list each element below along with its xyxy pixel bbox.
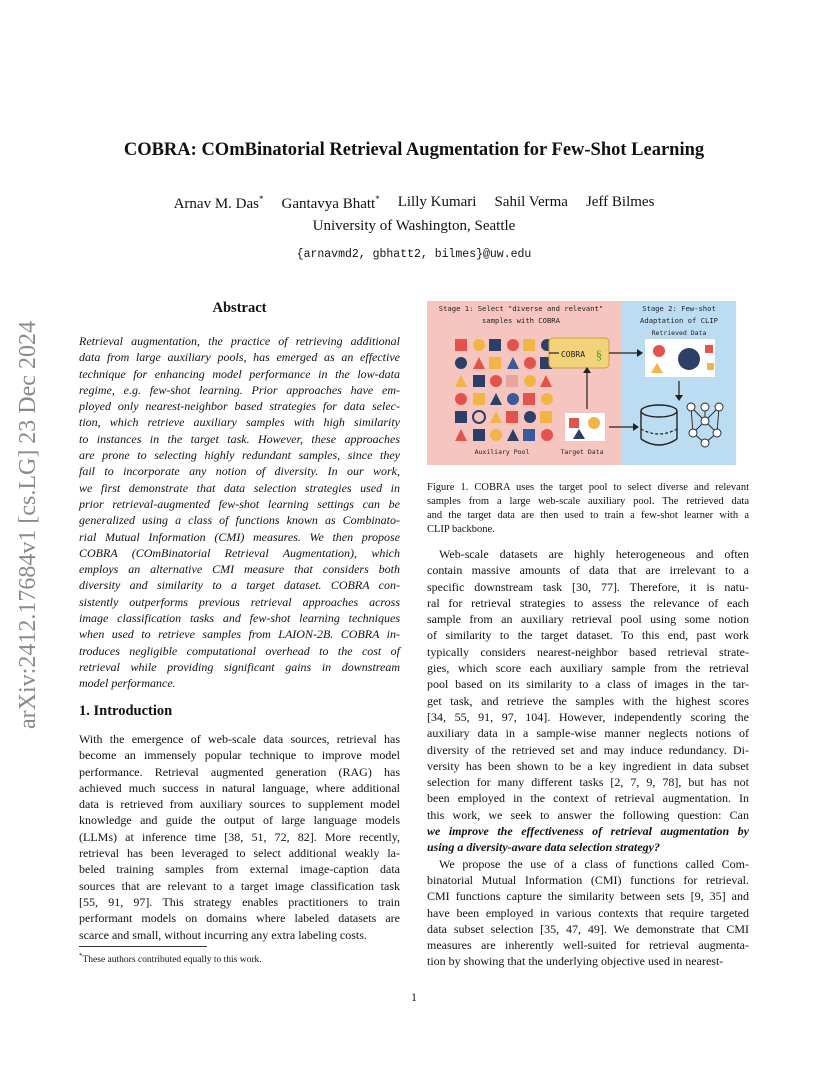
- body-line: [34, 55, 91, 97, 104]. However, independently scoring the: [427, 709, 749, 724]
- abstract-line: technique for enhancing model performance in the low-data: [79, 366, 400, 381]
- intro-line: become an immensely popular technique to improve model: [79, 748, 400, 763]
- page-number: 1: [411, 990, 417, 1004]
- author-name: Arnav M. Das*: [173, 194, 264, 212]
- intro-line: beled training samples from external image-caption data: [79, 862, 400, 877]
- intro-line: data is retrieved from auxiliary sources to supplement model: [79, 797, 400, 812]
- affiliation: University of Washington, Seattle: [312, 218, 516, 234]
- intro-line: performance. Retrieval augmented generation (RAG) has: [79, 764, 400, 779]
- abstract-line: model performance.: [79, 676, 176, 691]
- intro-line: With the emergence of web-scale data sources, retrieval has: [79, 732, 400, 746]
- abstract-line: when used to retrieve samples from LAION-2B. COBRA in-: [79, 627, 400, 642]
- abstract-heading: Abstract: [212, 300, 267, 316]
- author-list: [0, 194, 828, 213]
- abstract-line: prior retrieval-augmented few-shot learning settings can be: [79, 496, 400, 511]
- body-line: selection for many different tasks [2, 7, 9, 78], but has not: [427, 775, 749, 790]
- intro-line: knowledge and guide the output of large language models: [79, 813, 400, 828]
- abstract-line: diversity and similarity to a target dataset. COBRA con-: [79, 578, 400, 593]
- body-line: binatorial Mutual Information (CMI) functions for retrieval.: [427, 872, 749, 887]
- intro-line: retrieval has been leveraged to select additional weakly la-: [79, 846, 400, 861]
- body-line: of similarity to the target dataset. To this end, past work: [427, 628, 749, 643]
- equal-contribution-mark: *: [375, 194, 380, 204]
- abstract-line: employs an alternative CMI measure that considers both: [79, 562, 400, 577]
- equal-contribution-mark: *: [258, 194, 264, 204]
- paper-title: COBRA: COmBinatorial Retrieval Augmentation for Few-Shot Learning: [123, 140, 705, 160]
- body-line: gies, which score each auxiliary sample from the retrieval: [427, 661, 749, 676]
- body-line: specific downstream task [30, 77]. Therefore, it is natu-: [427, 579, 749, 594]
- author-name: Jeff Bilmes: [585, 194, 655, 210]
- target-data-label: Target Data: [560, 448, 604, 456]
- body-line: we improve the effectiveness of retrieval augmentation by: [427, 824, 749, 839]
- footnote: *These authors contributed equally to this work.: [79, 952, 262, 966]
- body-line: pool based on its similarity to a class of images in the tar-: [427, 677, 749, 692]
- abstract-line: rial Mutual Information (CMI) measures. We then propose: [79, 529, 400, 544]
- body-line: been employed in the context of retrieval augmentation. In: [427, 791, 749, 806]
- body-line: tion by showing that the underlying objective used in nearest-: [427, 954, 724, 969]
- abstract-line: regime, e.g. few-shot learning. Prior approaches have em-: [79, 382, 400, 397]
- intro-line: sources that are relevant to a target image classification task: [79, 878, 400, 893]
- intro-line: performant models on domains where labeled datasets are: [79, 911, 400, 926]
- body-line: typically considers nearest-neighbor based retrieval strate-: [427, 644, 749, 659]
- cobra-label: COBRA: [560, 350, 586, 359]
- retrieved-data-label: Retrieved Data: [651, 329, 707, 337]
- body-line: We propose the use of a class of functions called Com-: [439, 856, 749, 871]
- footnote-rule: [79, 946, 207, 947]
- body-line: get task, and retrieve the samples with the highest scores: [427, 693, 749, 708]
- abstract-line: we first demonstrate that data selection strategies used in: [79, 480, 400, 495]
- body-line: sample from an auxiliary retrieval pool using some notion: [427, 612, 749, 627]
- snake-icon: §: [595, 347, 603, 362]
- body-line: have been employed in various contexts that require targeted: [427, 905, 749, 920]
- stage2-subtitle: Adaptation of CLIP: [640, 316, 718, 325]
- right-column-text: [427, 546, 749, 970]
- abstract-line: retrieval while providing significant gains in downstream: [79, 659, 400, 674]
- abstract-line: Retrieval augmentation, the practice of retrieving additional: [79, 334, 400, 348]
- body-line: CMI functions capture the similarity between sets [9, 35] and: [427, 889, 749, 904]
- body-line: Web-scale datasets are highly heterogeneous and often: [439, 547, 749, 561]
- body-line: this work, we seek to answer the following question: Can: [427, 807, 749, 822]
- author-name: Lilly Kumari: [397, 194, 477, 210]
- intro-line: achieved much success in natural language, where additional: [79, 780, 400, 795]
- auxiliary-pool-label: Auxiliary Pool: [474, 448, 530, 456]
- body-line: auxiliary data in a sample-wise manner neglects notions of: [427, 726, 749, 741]
- abstract-line: image classification tasks and few-shot learning techniques: [79, 611, 400, 626]
- author-name: Gantavya Bhatt*: [281, 194, 380, 212]
- abstract-line: are prone to selecting highly redundant samples, since they: [79, 448, 400, 463]
- abstract-line: data from large auxiliary pools, has emerged as an effective: [79, 350, 400, 365]
- abstract-line: sistently outperforms previous retrieval approaches across: [79, 594, 400, 609]
- stage1-title: Stage 1: Select "diverse and relevant": [438, 304, 604, 313]
- body-line: versity has been shown to be a key ingredient in data subset: [427, 758, 749, 773]
- intro-line: (LLMs) at inference time [38, 51, 72, 82]. More recently,: [79, 829, 400, 844]
- body-line: data subset selection [35, 47, 49]. We demonstrate that CMI: [427, 921, 749, 936]
- caption-line: Figure 1. COBRA uses the target pool to select diverse and relevant: [427, 482, 749, 493]
- intro-line: [55, 91, 97]. This strategy enables practitioners to train: [79, 894, 400, 909]
- caption-line: CLIP backbone.: [427, 524, 495, 535]
- abstract-line: generalized using a class of functions known as Combinato-: [79, 513, 400, 528]
- abstract-line: tion, which retrieve auxiliary samples with high similarity: [79, 415, 400, 430]
- abstract-line: COBRA (COmBinatorial Retrieval Augmentation), which: [79, 545, 400, 560]
- abstract-line: to instances in the target task. However, these approaches: [79, 431, 400, 446]
- body-line: contain massive amounts of data that are irrelevant to a: [427, 563, 749, 578]
- body-line: diversity of the retrieved set and may induce redundancy. Di-: [427, 742, 749, 757]
- abstract-line: ployed only nearest-neighbor based strategies for data selec-: [79, 399, 400, 414]
- caption-line: and the target data are then used to train a few-shot learner with a: [427, 510, 749, 521]
- intro-heading: 1. Introduction: [79, 703, 173, 719]
- body-line: using a diversity-aware data selection strategy?: [427, 840, 660, 855]
- intro-line: scarce and small, without incurring any extra labeling costs.: [79, 927, 367, 942]
- arxiv-stamp: arXiv:2412.17684v1 [cs.LG] 23 Dec 2024: [15, 321, 41, 729]
- author-name: Sahil Verma: [494, 194, 568, 210]
- caption-line: samples from a large web-scale auxiliary pool. The retrieved data: [427, 496, 749, 507]
- figure-caption: [427, 481, 749, 537]
- stage1-subtitle: samples with COBRA: [482, 316, 560, 325]
- abstract-line: fail to incorporate any notion of diversity. In our work,: [79, 464, 400, 479]
- stage2-title: Stage 2: Few-shot: [642, 304, 716, 313]
- figure-1: [427, 301, 736, 465]
- author-email: {arnavmd2, gbhatt2, bilmes}@uw.edu: [296, 248, 532, 261]
- abstract-text: [79, 333, 400, 692]
- body-line: ral for retrieval strategies to assess the relevance of each: [427, 595, 749, 610]
- intro-text: [79, 731, 400, 943]
- abstract-line: troduces negligible computational overhead to the cost of: [79, 643, 400, 658]
- body-line: measures are inherently well-suited for retrieval augmenta-: [427, 938, 749, 953]
